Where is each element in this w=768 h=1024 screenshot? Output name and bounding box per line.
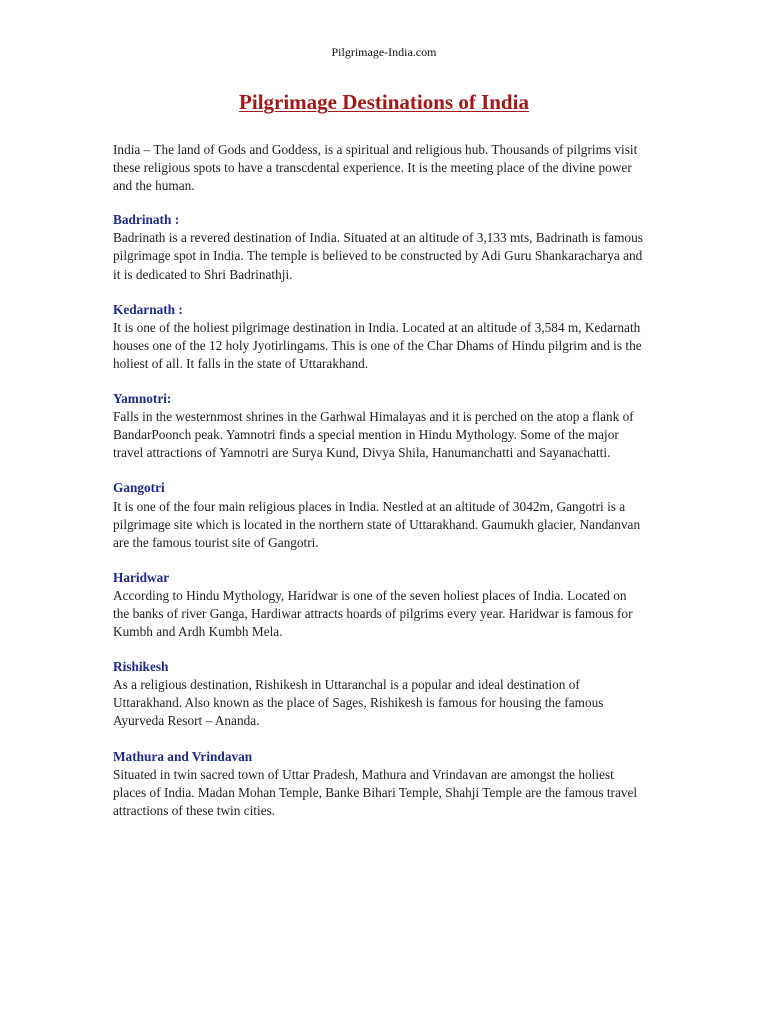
section-yamnotri bbox=[113, 390, 643, 462]
section-heading: Haridwar bbox=[113, 569, 170, 585]
section-heading: Yamnotri: bbox=[113, 391, 172, 407]
section-body: Falls in the westernmost shrines in the Garhwal Himalayas and it is perched on the atop a flank of BandarPoonch peak. Yamnotri finds a special mention in Hindu Mythology. Some of the major travel attractions of Yamnotri are Surya Kund, Divya Shila, Hanumanchatti and Sayanachatti. bbox=[113, 409, 634, 461]
intro-paragraph: India – The land of Gods and Goddess, is a spiritual and religious hub. Thousands of pilgrims visit these religious spots to have a transcdental experience. It is the meeting place of the divine power and the human. bbox=[113, 142, 638, 194]
section-badrinath bbox=[113, 211, 643, 283]
site-header: Pilgrimage-India.com bbox=[331, 45, 437, 59]
section-mathura-vrindavan bbox=[113, 748, 643, 820]
section-heading: Kedarnath : bbox=[113, 301, 183, 317]
document-body bbox=[113, 141, 643, 837]
section-heading: Mathura and Vrindavan bbox=[113, 748, 253, 764]
section-body: Situated in twin sacred town of Uttar Pradesh, Mathura and Vrindavan are amongst the holiest places of India. Madan Mohan Temple, Banke Bihari Temple, Shahji Temple are the famous travel attractions of these twin cities. bbox=[113, 766, 638, 818]
section-haridwar bbox=[113, 569, 643, 641]
section-heading: Rishikesh bbox=[113, 659, 169, 675]
section-body: As a religious destination, Rishikesh in Uttaranchal is a popular and ideal destination of Uttarakhand. Also known as the place of Sages, Rishikesh is famous for housing the famous Ayurveda Resort – Ananda. bbox=[113, 677, 604, 729]
section-body: Badrinath is a revered destination of India. Situated at an altitude of 3,133 mts, Badrinath is famous pilgrimage spot in India. The temple is believed to be constructed by Adi Guru Shankaracharya and it is dedicated to Shri Badrinathji. bbox=[113, 230, 643, 282]
section-heading: Badrinath : bbox=[113, 212, 180, 228]
section-kedarnath bbox=[113, 301, 643, 373]
section-body: It is one of the four main religious places in India. Nestled at an altitude of 3042m, Gangotri is a pilgrimage site which is located in the northern state of Uttarakhand. Gaumukh glacier, Nandanvan are the famous tourist site of Gangotri. bbox=[113, 498, 641, 550]
section-rishikesh bbox=[113, 658, 643, 730]
section-body: According to Hindu Mythology, Haridwar is one of the seven holiest places of India. Located on the banks of river Ganga, Hardiwar attracts hoards of pilgrims every year. Haridwar is famous for Kumbh and Ardh Kumbh Mela. bbox=[113, 587, 633, 640]
section-heading: Gangotri bbox=[113, 480, 165, 496]
section-gangotri bbox=[113, 479, 643, 551]
page-title: Pilgrimage Destinations of India bbox=[239, 90, 529, 114]
section-body: It is one of the holiest pilgrimage destination in India. Located at an altitude of 3,584 m, Kedarnath houses one of the 12 holy Jyotirlingams. This is one of the Char Dhams of Hindu pilgrim and is the holiest of all. It falls in the state of Uttarakhand. bbox=[113, 319, 642, 371]
